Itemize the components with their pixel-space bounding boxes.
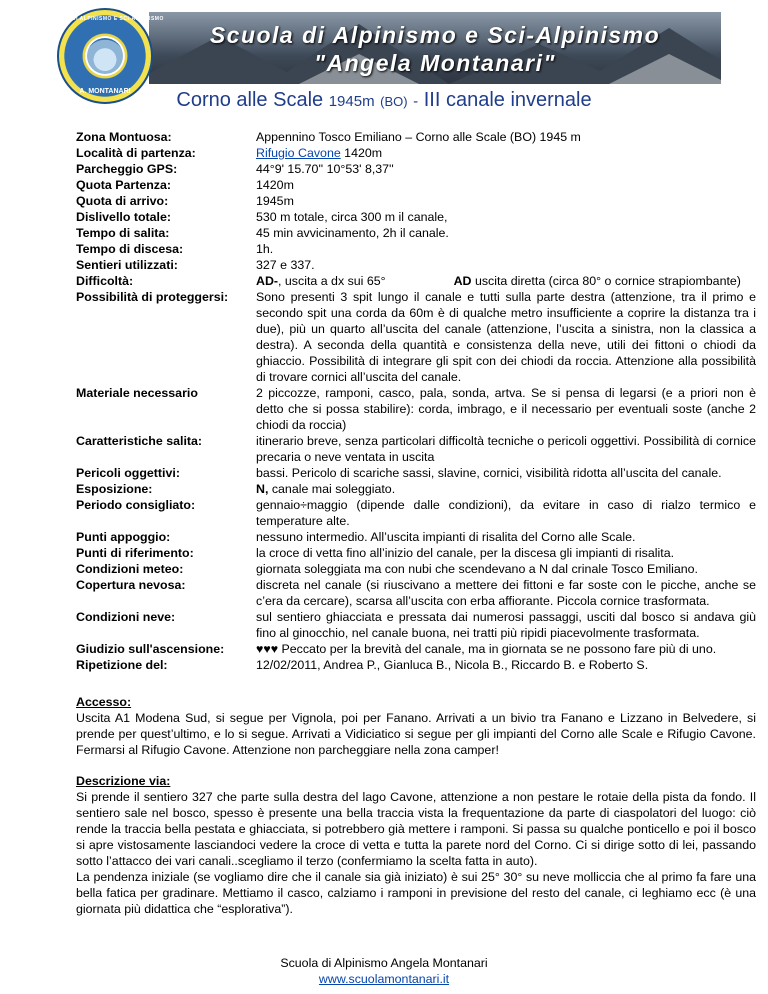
title-altitude: 1945m bbox=[328, 93, 375, 110]
access-text: Uscita A1 Modena Sud, si segue per Vignola, poi per Fanano. Arrivati a un bivio tra Fanano e Lizzano in Belvedere, si prende per quest’ultimo, e lo si segue. Arrivati a Vidiciatico si segue per gli impianti del Corno alle Scale e Rifugio Cavone. Fermarsi al Rifugio Cavone. Attenzione non parcheggiare nella zona camper! bbox=[76, 711, 756, 757]
info-value: la croce di vetta fino all’inizio del canale, per la discesa gli impianti di risalita. bbox=[256, 546, 675, 560]
info-value bbox=[256, 145, 756, 161]
info-row bbox=[76, 193, 756, 209]
info-value: giornata soleggiata ma con nubi che scendevano a N dal crinale Tosco Emiliano. bbox=[256, 562, 698, 576]
info-label: Ripetizione del: bbox=[76, 658, 168, 672]
info-value bbox=[256, 273, 756, 289]
info-row bbox=[76, 177, 756, 193]
info-row bbox=[76, 225, 756, 241]
info-value: ♥♥♥ Peccato per la brevità del canale, ma in giornata se ne possono fare più di uno. bbox=[256, 642, 717, 656]
info-row bbox=[76, 161, 756, 177]
description-paragraph: Si prende il sentiero 327 che parte sulla destra del lago Cavone, attenzione a non pestare le rotaie della pista da fondo. Il sentiero sale nel bosco, spesso è presente una bella traccia vista la frequentazione da parte di ciaspolatori del luogo: ciò rende la traccia bella pestata e ghiacciata, si potrebbero già mettere i ramponi. Si passa su qualche ponticello e poi il bosco si apre vistosamente lasciandoci vedere la croce di vetta e tutta la parete nord del Corno. Ci si dirige sotto di lei, passando sotto l’attacco dei vari canali..scegliamo il terzo (confermiamo la scelta fatta in auto). bbox=[76, 790, 756, 868]
rifugio-cavone-link[interactable]: Rifugio Cavone bbox=[256, 146, 341, 160]
title-route: III canale invernale bbox=[423, 89, 592, 111]
info-value: gennaio÷maggio (dipende dalle condizioni), da evitare in caso di rialzo termico e temperature alte. bbox=[256, 498, 756, 528]
difficulty-note: , uscita a dx sui 65° bbox=[278, 274, 386, 288]
info-label: Periodo consigliato: bbox=[76, 498, 196, 512]
info-row bbox=[76, 641, 756, 657]
info-row bbox=[76, 609, 756, 641]
header-banner bbox=[46, 8, 721, 95]
info-row bbox=[76, 289, 756, 385]
info-label: Materiale necessario bbox=[76, 386, 198, 400]
banner-title-line1: Scuola di Alpinismo e Sci-Alpinismo bbox=[209, 22, 661, 48]
info-value: itinerario breve, senza particolari difficoltà tecniche o pericoli oggettivi. Possibilità di cornice precaria o neve ventata in uscita bbox=[256, 434, 756, 464]
logo-text-bottom: A. MONTANARI bbox=[79, 88, 131, 95]
difficulty-grade-alt: AD bbox=[453, 274, 472, 288]
info-row bbox=[76, 561, 756, 577]
info-row bbox=[76, 385, 756, 433]
info-label: Copertura nevosa: bbox=[76, 578, 186, 592]
info-value: 1h. bbox=[256, 242, 274, 256]
info-row bbox=[76, 497, 756, 529]
info-row bbox=[76, 145, 756, 161]
info-value: nessuno intermedio. All’uscita impianti di risalita del Corno alle Scale. bbox=[256, 530, 636, 544]
info-value: 327 e 337. bbox=[256, 258, 315, 272]
info-row bbox=[76, 529, 756, 545]
info-value: sul sentiero ghiacciata e pressata dai numerosi passaggi, usciti dal bosco si andava giù fino al ginocchio, nel canale buona, nei tratti più ripidi piacevolmente trasformata. bbox=[256, 610, 756, 640]
route-info-table bbox=[76, 129, 756, 673]
info-label: Pericoli oggettivi: bbox=[76, 466, 180, 480]
info-value: 1945m bbox=[256, 194, 294, 208]
route-description-section bbox=[76, 773, 756, 917]
banner-title-line2: "Angela Montanari" bbox=[314, 50, 556, 76]
info-row bbox=[76, 465, 756, 481]
info-label: Esposizione: bbox=[76, 482, 153, 496]
difficulty-note-alt: uscita diretta (circa 80° o cornice strapiombante) bbox=[471, 274, 741, 288]
info-value: Appennino Tosco Emiliano – Corno alle Scale (BO) 1945 m bbox=[256, 130, 581, 144]
info-row bbox=[76, 241, 756, 257]
info-label: Giudizio sull'ascensione: bbox=[76, 642, 225, 656]
info-label: Difficoltà: bbox=[76, 274, 134, 288]
access-section bbox=[76, 694, 756, 758]
footer-website-link[interactable]: www.scuolamontanari.it bbox=[318, 972, 450, 986]
info-row bbox=[76, 545, 756, 561]
info-value: 2 piccozze, ramponi, casco, pala, sonda, artva. Se si pensa di legarsi (e a priori non è detto che si possa stabilire): corda, imbrago, e il necessario per eventuali soste (anche 2 chiodi da roccia) bbox=[256, 386, 756, 432]
info-label: Tempo di salita: bbox=[76, 226, 170, 240]
info-label: Condizioni neve: bbox=[76, 610, 176, 624]
info-row bbox=[76, 577, 756, 609]
info-row bbox=[76, 273, 756, 289]
footer-school-name: Scuola di Alpinismo Angela Montanari bbox=[280, 956, 488, 970]
title-province: (BO) bbox=[380, 94, 408, 109]
info-label: Possibilità di proteggersi: bbox=[76, 290, 229, 304]
info-label: Quota di arrivo: bbox=[76, 194, 169, 208]
info-row bbox=[76, 433, 756, 465]
info-value: discreta nel canale (si riuscivano a mettere dei fittoni e far soste con le picche, anche se c’era da cercare), scarsa all’uscita con erba affiorante. Piccola cornice trasformata. bbox=[256, 578, 756, 608]
access-title: Accesso: bbox=[76, 695, 132, 709]
info-row bbox=[76, 657, 756, 673]
info-label: Tempo di discesa: bbox=[76, 242, 184, 256]
info-label: Località di partenza: bbox=[76, 146, 196, 160]
info-row bbox=[76, 257, 756, 273]
info-value: 530 m totale, circa 300 m il canale, bbox=[256, 210, 448, 224]
difficulty-grade: AD- bbox=[256, 274, 279, 288]
info-row bbox=[76, 481, 756, 497]
info-value: 44°9' 15.70'' 10°53' 8,37'' bbox=[256, 162, 394, 176]
info-label: Quota Partenza: bbox=[76, 178, 172, 192]
info-label: Sentieri utilizzati: bbox=[76, 258, 178, 272]
footer bbox=[0, 955, 768, 987]
info-value: 1420m bbox=[256, 178, 294, 192]
info-label: Caratteristiche salita: bbox=[76, 434, 203, 448]
info-label: Condizioni meteo: bbox=[76, 562, 184, 576]
info-value: bassi. Pericolo di scariche sassi, slavine, cornici, visibilità ridotta all’uscita del canale. bbox=[256, 466, 722, 480]
info-label: Zona Montuosa: bbox=[76, 130, 172, 144]
info-value: 12/02/2011, Andrea P., Gianluca B., Nicola B., Riccardo B. e Roberto S. bbox=[256, 658, 649, 672]
school-logo bbox=[46, 8, 164, 104]
info-row bbox=[76, 129, 756, 145]
info-label: Parcheggio GPS: bbox=[76, 162, 178, 176]
info-label: Dislivello totale: bbox=[76, 210, 172, 224]
logo-text-top: SCUOLA DI ALPINISMO E SCI-ALPINISMO bbox=[46, 16, 164, 22]
title-separator: - bbox=[413, 93, 419, 110]
info-value-text: 1420m bbox=[340, 146, 383, 160]
title-name: Corno alle Scale bbox=[176, 89, 324, 111]
info-row bbox=[76, 209, 756, 225]
description-paragraph: La pendenza iniziale (se vogliamo dire che il canale sia già iniziato) è sui 25° 30° su neve molliccia che al primo fa fare una bella fatica per gradinare. Mettiamo il casco, calziamo i ramponi in previsione del resto del canale, ci leghiamo ecc (è una giornata più didattica che “esplorativa”). bbox=[76, 870, 756, 916]
banner-image bbox=[149, 12, 721, 84]
info-label: Punti di riferimento: bbox=[76, 546, 194, 560]
exposure-direction: N, bbox=[256, 482, 269, 496]
info-label: Punti appoggio: bbox=[76, 530, 171, 544]
info-value bbox=[256, 481, 756, 497]
info-value: Sono presenti 3 spit lungo il canale e tutti sulla parte destra (attenzione, tra il primo e secondo spit una corda da 60m è di qualche metro insufficiente a coprire la distanza tra i due), più un quarto all’uscita del canale (attenzione, l’uscita a sinistra, non la classica a destra). A seconda della quantità e consistenza della neve, utili dei fittoni o chiodi da ghiaccio. Possibilità di integrare gli spit con dei chiodi da roccia. Attenzione alla possibilità di trovare cornici all’uscita del canale. bbox=[256, 290, 756, 384]
exposure-note: canale mai soleggiato. bbox=[268, 482, 396, 496]
description-title: Descrizione via: bbox=[76, 774, 171, 788]
info-value: 45 min avvicinamento, 2h il canale. bbox=[256, 226, 449, 240]
logo-emblem bbox=[87, 38, 123, 74]
